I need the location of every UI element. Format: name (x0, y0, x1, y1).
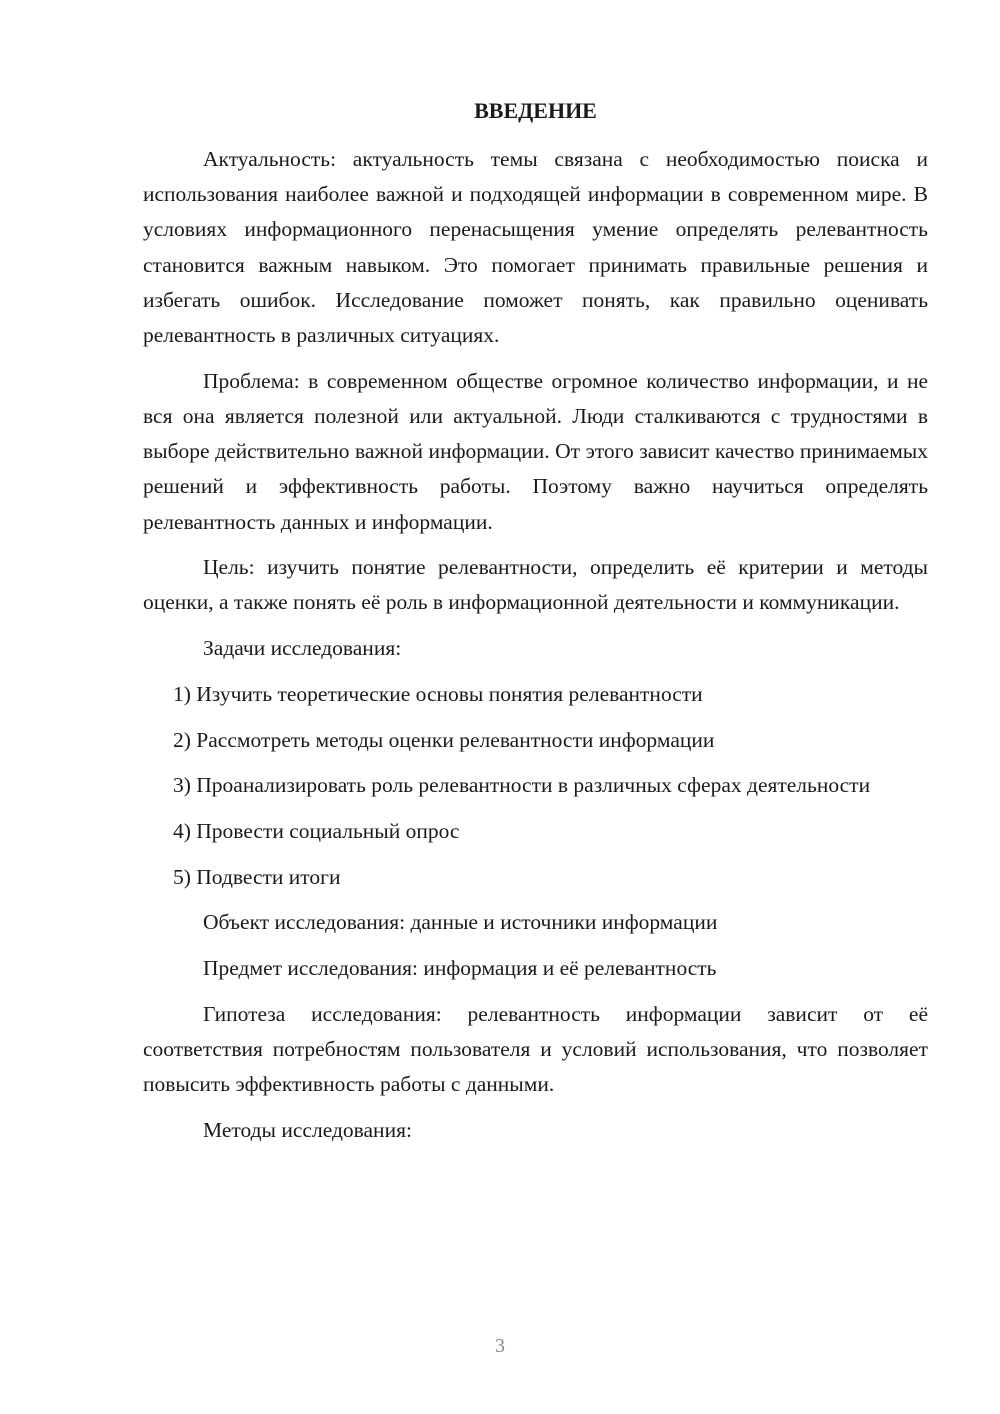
tasks-heading: Задачи исследования: (203, 636, 402, 661)
task-item-1: 1) Изучить теоретические основы понятия релевантности (173, 681, 703, 706)
task-item-2: 2) Рассмотреть методы оценки релевантности информации (173, 727, 715, 752)
page-title: ВВЕДЕНИЕ (474, 98, 597, 123)
task-item-3: 3) Проанализировать роль релевантности в различных сферах деятельности (173, 773, 871, 798)
task-item-5: 5) Подвести итоги (173, 864, 341, 889)
relevance-paragraph: Актуальность: актуальность темы связана с необходимостью поиска и использования наиболее важной и подходящей информации в современном мире. В условиях информационного перенасыщения умение определять релевантность становится важным навыком. Это помогает принимать правильные решения и избегать ошибок. Исследование поможет понять, как правильно оценивать релевантность в различных ситуациях. (143, 147, 928, 348)
document-body (143, 142, 928, 1159)
problem-paragraph: Проблема: в современном обществе огромное количество информации, и не вся она является полезной или актуальной. Люди сталкиваются с трудностями в выборе действительно важной информации. От этого зависит качество принимаемых решений и эффективность работы. Поэтому важно научиться определять релевантность данных и информации. (143, 368, 928, 534)
goal-paragraph: Цель: изучить понятие релевантности, определить её критерии и методы оценки, а также понять её роль в информационной деятельности и коммуникации. (143, 555, 928, 615)
hypothesis-paragraph: Гипотеза исследования: релевантность информации зависит от её соответствия потребностям пользователя и условий использования, что позволяет повысить эффективность работы с данными. (143, 1001, 928, 1097)
task-item-4: 4) Провести социальный опрос (173, 818, 460, 843)
methods-heading: Методы исследования: (203, 1117, 412, 1142)
page-number: 3 (495, 1335, 505, 1357)
subject-paragraph: Предмет исследования: информация и её релевантность (203, 956, 717, 981)
object-paragraph: Объект исследования: данные и источники информации (203, 910, 718, 935)
